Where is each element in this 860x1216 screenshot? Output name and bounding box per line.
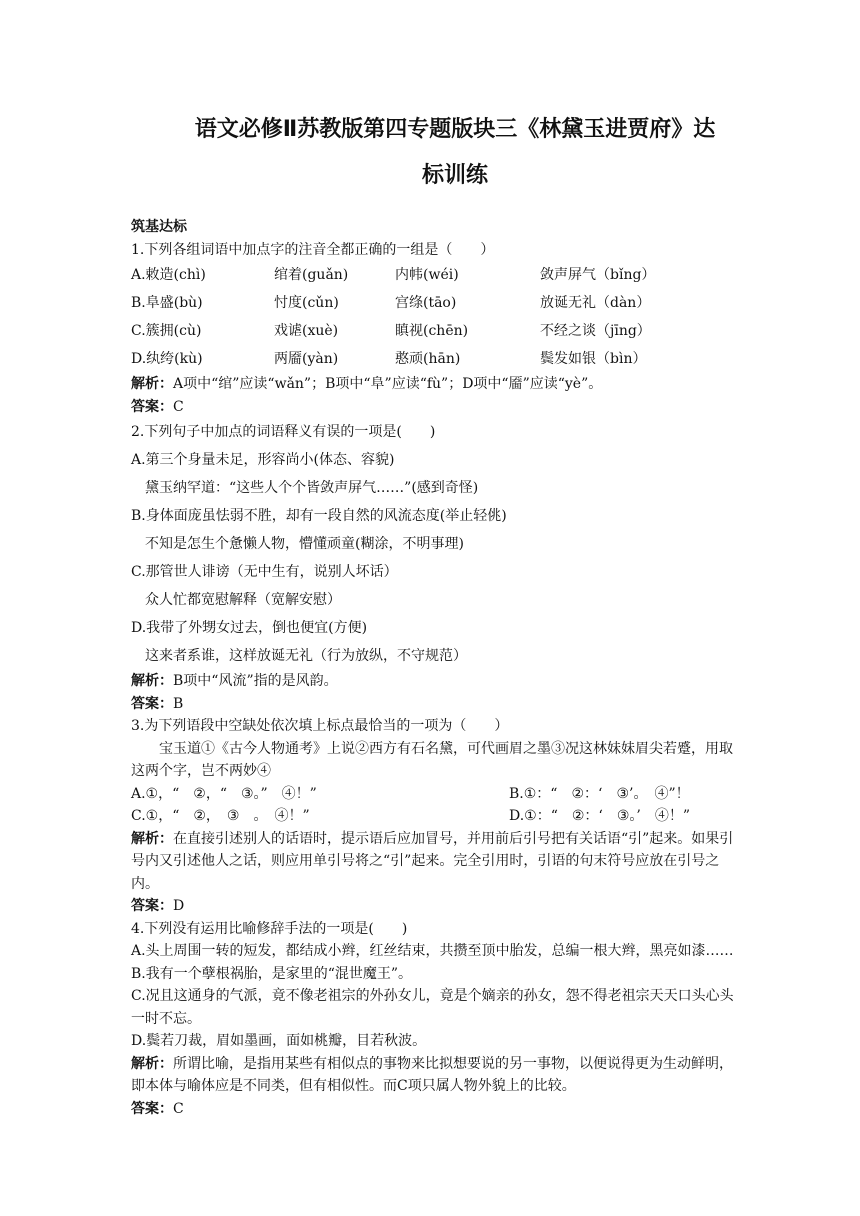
q2-option-b-line2: 不知是怎生个惫懒人物，懵懂顽童(糊涂，不明事理) xyxy=(145,536,464,552)
q3-stem: 3.为下列语段中空缺处依次填上标点最恰当的一项为（ ） xyxy=(131,718,509,734)
q2-stem: 2.下列句子中加点的词语释义有误的一项是( ) xyxy=(131,424,436,440)
q4-option-d: D.鬓若刀裁，眉如墨画，面如桃瓣，目若秋波。 xyxy=(131,1033,427,1049)
q3-answer: 答案：D xyxy=(131,898,185,914)
document-title-line-2: 标训练 xyxy=(421,163,488,188)
q3-option-a: A.①，“ ②，“ ③。” ④！” xyxy=(131,785,317,802)
q3-options-cd xyxy=(131,805,736,828)
q3-option-d: D.①：“ ②：‘ ③。’ ④！” xyxy=(509,808,691,824)
q2-option-c-line2: 众人忙都宽慰解释（宽解安慰） xyxy=(145,592,341,608)
q2-option-c-line1: C.那管世人诽谤（无中生有，说别人坏话） xyxy=(131,564,398,580)
document-title-line-1: 语文必修Ⅱ苏教版第四专题版块三《林黛玉进贾府》达 xyxy=(194,117,716,142)
q2-option-a-line2: 黛玉纳罕道：“这些人个个皆敛声屏气……”(感到奇怪) xyxy=(145,480,479,496)
q4-analysis: 解析：所谓比喻，是指用某些有相似点的事物来比拟想要说的另一事物，以便说得更为生动鲜明，即本体与喻体应是不同类，但有相似性。而C项只属人物外貌上的比较。 xyxy=(131,1055,733,1094)
q4-option-c: C.况且这通身的气派，竟不像老祖宗的外孙女儿，竟是个嫡亲的孙女，怨不得老祖宗天天口头心头一时不忘。 xyxy=(131,988,734,1027)
document-body xyxy=(131,216,736,1120)
q4-answer: 答案：C xyxy=(131,1100,184,1117)
q1-analysis: 解析：A项中“绾”应读“wǎn”；B项中“阜”应读“fù”；D项中“靥”应读“yè”。 xyxy=(131,376,603,392)
q3-analysis: 解析：在直接引述别人的话语时，提示语后应加冒号，并用前后引号把有关话语“引”起来。如果引号内又引述他人之话，则应用单引号将之“引”起来。完全引用时，引语的句末符号应放在引号之内。 xyxy=(131,830,734,892)
q3-option-b: B.①：“ ②：‘ ③’。 ④”！ xyxy=(509,785,690,802)
q1-option-d: D.纨绔(kù) 两靥(yàn) 憨顽(hān) 鬓发如银（bìn） xyxy=(131,351,647,367)
section-heading: 筑基达标 xyxy=(131,219,187,235)
q2-option-b-line1: B.身体面庞虽怯弱不胜，却有一段自然的风流态度(举止轻佻) xyxy=(131,508,507,524)
q4-stem: 4.下列没有运用比喻修辞手法的一项是( ) xyxy=(131,920,408,937)
q2-option-d-line2: 这来者系谁，这样放诞无礼（行为放纵，不守规范） xyxy=(145,648,467,664)
q2-option-d-line1: D.我带了外甥女过去，倒也便宜(方便) xyxy=(131,620,368,636)
q3-options-ab xyxy=(131,783,736,806)
q2-analysis: 解析：B项中“风流”指的是风韵。 xyxy=(131,673,338,689)
q1-option-c: C.簇拥(cù) 戏谑(xuè) 瞋视(chēn) 不经之谈（jīng） xyxy=(131,323,651,339)
q1-answer: 答案：C xyxy=(131,398,184,415)
q4-option-a: A.头上周围一转的短发，都结成小辫，红丝结束，共攒至顶中胎发，总编一根大辫，黑亮如漆…… xyxy=(131,943,734,959)
q1-option-a: A.敕造(chì) 绾着(guǎn) 内帏(wéi) 敛声屏气（bǐng） xyxy=(131,267,656,283)
q3-passage: 宝玉道①《古今人物通考》上说②西方有石名黛，可代画眉之墨③况这林妹妹眉尖若蹙，用取这两个字，岂不两妙④ xyxy=(131,740,733,779)
q1-option-b: B.阜盛(bù) 忖度(cǔn) 宫绦(tāo) 放诞无礼（dàn） xyxy=(131,295,651,311)
q1-stem: 1.下列各组词语中加点字的注音全都正确的一组是（ ） xyxy=(131,241,495,258)
q2-answer: 答案：B xyxy=(131,695,184,712)
q4-option-b: B.我有一个孽根祸胎，是家里的“混世魔王”。 xyxy=(131,965,413,982)
q2-option-a-line1: A.第三个身量未足，形容尚小(体态、容貌) xyxy=(131,452,395,468)
q3-option-c: C.①，“ ②， ③ 。 ④！” xyxy=(131,808,310,824)
